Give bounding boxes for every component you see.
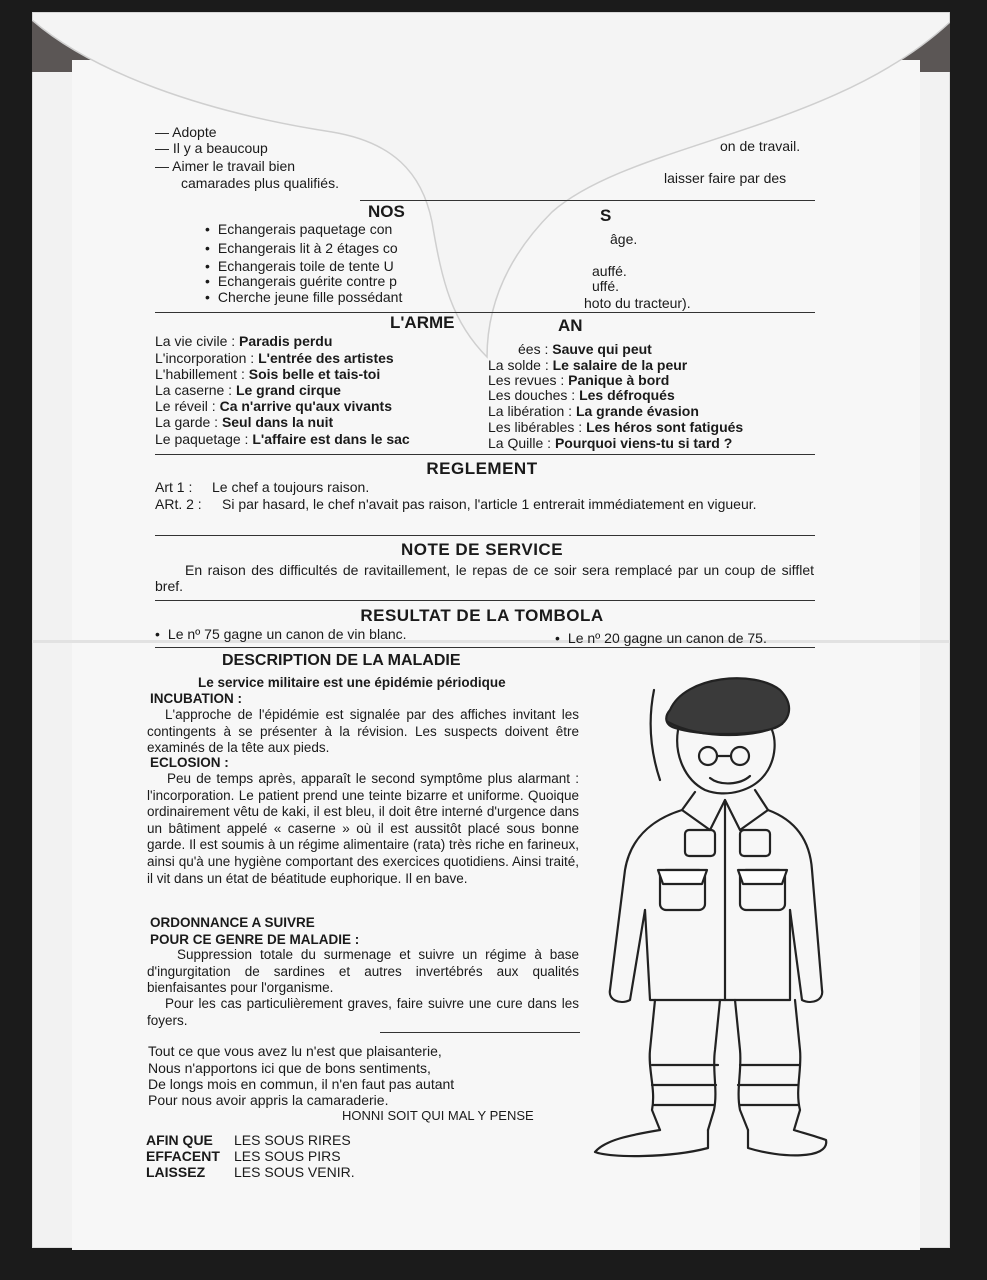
intro-line-1: — Adopte: [155, 124, 217, 140]
reglement-art2-text: Si par hasard, le chef n'avait pas raison, l'article 1 entrerait immédiatement en vigueur.: [222, 496, 757, 512]
rule-armee: [155, 312, 815, 313]
armee-left-row: La caserne : Le grand cirque: [155, 382, 341, 398]
intro-line-4: camarades plus qualifiés.: [181, 175, 339, 191]
annonces-title-left: NOS: [368, 202, 405, 221]
maladie-title: DESCRIPTION DE LA MALADIE: [222, 652, 461, 669]
closing-col2: LES SOUS PIRS: [234, 1148, 341, 1164]
poem-line: Nous n'apportons ici que de bons sentiments,: [148, 1060, 431, 1076]
tombola-title: RESULTAT DE LA TOMBOLA: [360, 606, 604, 625]
incubation-text: L'approche de l'épidémie est signalée par des affiches invitant les contingents à se présenter à la révision. Les suspects doivent être examinés de la tête aux pieds.: [147, 707, 579, 756]
armee-right-row: La Quille : Pourquoi viens-tu si tard ?: [488, 435, 733, 451]
armee-right-row: Les douches : Les défroqués: [488, 387, 675, 403]
envelope-flap: [32, 12, 950, 372]
armee-title-right: AN: [558, 316, 583, 335]
armee-left-row: L'habillement : Sois belle et tais-toi: [155, 366, 381, 382]
poem-line: De longs mois en commun, il n'en faut pas autant: [148, 1076, 455, 1092]
annonce-item: • Echangerais toile de tente U: [205, 258, 394, 274]
reglement-art1-label: Art 1 :: [155, 479, 193, 495]
annonce-item: • Echangerais lit à 2 étages co: [205, 240, 398, 256]
intro-line-6: laisser faire par des: [664, 170, 787, 186]
tombola-item-1: • Le nº 75 gagne un canon de vin blanc.: [155, 626, 407, 642]
poem-line: Tout ce que vous avez lu n'est que plaisanterie,: [148, 1043, 442, 1059]
rule-maladie: [155, 647, 815, 648]
annonce-item: • Cherche jeune fille possédant: [205, 289, 402, 305]
intro-line-3: — Aimer le travail bien: [155, 158, 296, 174]
rule-annonces: [360, 200, 815, 201]
eclosion-text: Peu de temps après, apparaît le second symptôme plus alarmant : l'incorporation. Le patient prend une teinte bizarre et uniforme. Quoique ordinairement vêtu de kaki, il est bleu, il doit être interné d'urgence dans un bâtiment appelé « caserne » où il est aussitôt placé sous bonne garde. Il est soumis à un régime alimentaire (rata) très riche en farineux, ainsi qu'à une hygiène comportant des exercices quotidiens. Ainsi traité, il vit dans un état de béatitude euphorique. Il en bave.: [147, 771, 579, 886]
intro-line-2: — Il y a beaucoup: [155, 140, 268, 156]
armee-left-row: La vie civile : Paradis perdu: [155, 333, 333, 349]
armee-left-row: Le paquetage : L'affaire est dans le sac: [155, 431, 410, 447]
annonce-item: • Echangerais guérite contre p: [205, 273, 397, 289]
closing-col2: LES SOUS VENIR.: [234, 1164, 355, 1180]
armee-title-left: L'ARME: [390, 313, 455, 332]
ordonnance-text: Suppression totale du surmenage et suivre un régime à base d'ingurgitation de sardines et autres invertébrés aux qualités bienfaisantes pour l'organisme.: [147, 947, 579, 996]
closing-col2: LES SOUS RIRES: [234, 1132, 351, 1148]
poem-line: Pour nous avoir appris la camaraderie.: [148, 1092, 389, 1108]
closing-col1: LAISSEZ: [146, 1164, 206, 1180]
armee-right-row: Les libérables : Les héros sont fatigués: [488, 419, 744, 435]
maladie-subtitle: Le service militaire est une épidémie périodique: [198, 675, 506, 690]
intro-line-5: on de travail.: [720, 138, 801, 154]
soldier-cartoon-illustration: [590, 670, 830, 1170]
armee-left-row: La garde : Seul dans la nuit: [155, 414, 334, 430]
ordonnance-heading-1: ORDONNANCE A SUIVRE: [150, 915, 315, 930]
annonce-item-right: uffé.: [592, 278, 619, 294]
rule-poem: [380, 1032, 580, 1033]
rule-tombola: [155, 600, 815, 601]
note-title: NOTE DE SERVICE: [400, 540, 564, 559]
ordonnance-text-2: Pour les cas particulièrement graves, faire suivre une cure dans les foyers.: [147, 996, 579, 1028]
reglement-title: REGLEMENT: [426, 459, 538, 478]
reglement-art2-label: ARt. 2 :: [155, 496, 202, 512]
eclosion-heading: ECLOSION :: [150, 755, 229, 770]
annonce-item-right: hoto du tracteur).: [584, 295, 691, 311]
motto: HONNI SOIT QUI MAL Y PENSE: [342, 1108, 534, 1123]
closing-col1: AFIN QUE: [146, 1132, 213, 1148]
armee-left-row: L'incorporation : L'entrée des artistes: [155, 350, 394, 366]
annonce-item: • Echangerais paquetage con: [205, 221, 392, 237]
annonce-item-right: âge.: [610, 231, 638, 247]
armee-right-row: La libération : La grande évasion: [488, 403, 699, 419]
reglement-art1-text: Le chef a toujours raison.: [212, 479, 370, 495]
incubation-heading: INCUBATION :: [150, 691, 242, 706]
closing-col1: EFFACENT: [146, 1148, 220, 1164]
annonces-title-right: S: [600, 206, 612, 225]
armee-right-row: Les revues : Panique à bord: [488, 372, 670, 388]
rule-reglement: [155, 454, 815, 455]
armee-right-row: ées : Sauve qui peut: [518, 341, 652, 357]
rule-note: [155, 535, 815, 536]
armee-right-row: La solde : Le salaire de la peur: [488, 357, 688, 373]
armee-left-row: Le réveil : Ca n'arrive qu'aux vivants: [155, 398, 392, 414]
tombola-item-2: • Le nº 20 gagne un canon de 75.: [555, 630, 767, 646]
annonce-item-right: auffé.: [592, 263, 627, 279]
note-text: En raison des difficultés de ravitaillement, le repas de ce soir sera remplacé par un coup de sifflet bref.: [155, 562, 814, 595]
ordonnance-heading-2: POUR CE GENRE DE MALADIE :: [150, 932, 360, 947]
